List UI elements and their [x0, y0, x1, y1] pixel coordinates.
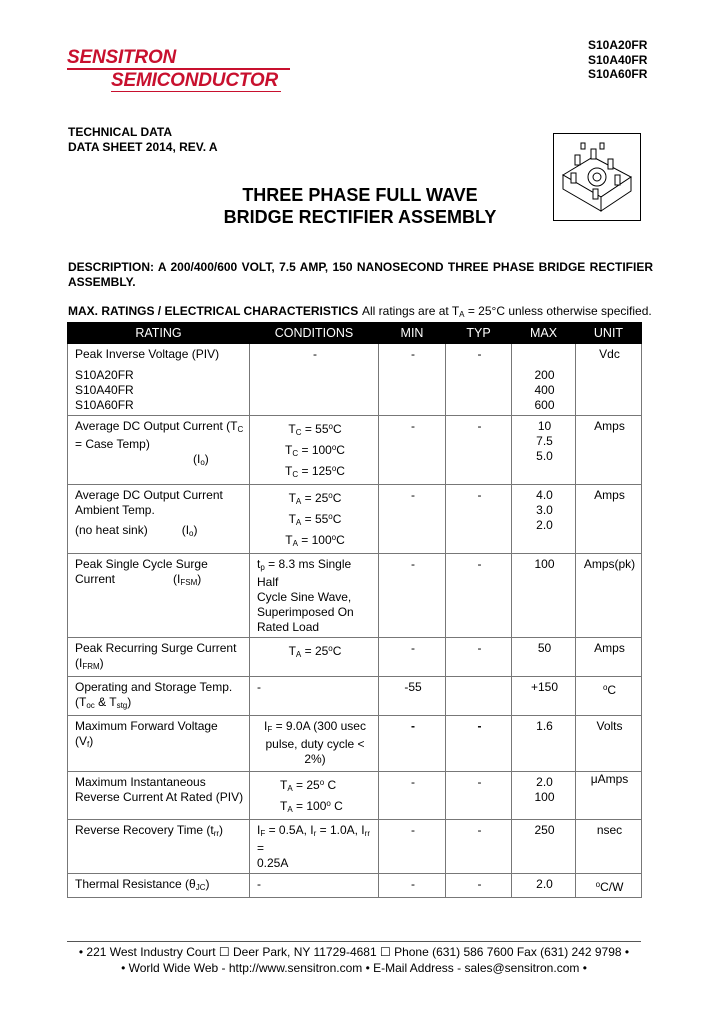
- conditions-cell: $I_F = 0.5A$, $I_r = 1.0A$, $I_{rr}$ = 0.25A: [250, 820, 379, 874]
- rating-sub: C: [237, 425, 244, 434]
- ratings-note: [362, 304, 652, 319]
- rating-symbol-sub: o: [200, 458, 205, 467]
- col-header-rating: RATING: [68, 323, 250, 344]
- rating-cell: Reverse Recovery Time $(t_{rr})$: [68, 820, 250, 874]
- rating-symbol: (I: [173, 572, 181, 586]
- condition-text: Rated Load: [257, 620, 320, 634]
- max-value: 100: [534, 790, 555, 804]
- max-cell: [512, 485, 576, 554]
- table-row: [68, 416, 642, 485]
- rating-cell: Peak Recurring Surge Current $(I_{FRM})$: [68, 638, 250, 677]
- table-row: [68, 638, 642, 677]
- min-cell: -: [379, 485, 446, 554]
- max-cell: [512, 416, 576, 485]
- unit-cell: nsec: [576, 820, 642, 874]
- max-value: 4.0: [536, 488, 553, 502]
- company-name-line2: SEMICONDUCTOR: [111, 70, 278, 91]
- typ-cell: -: [446, 820, 512, 874]
- description: DESCRIPTION: A 200/400/600 VOLT, 7.5 AMP, 150 NANOSECOND THREE PHASE BRIDGE RECTIFIER ASSEMBLY.: [68, 260, 653, 289]
- col-header-max: MAX: [512, 323, 576, 344]
- part-number: S10A60FR: [588, 67, 648, 81]
- min-cell: -: [379, 716, 446, 772]
- typ-cell: -: [446, 344, 512, 416]
- min-cell: -: [379, 416, 446, 485]
- part-number: S10A20FR: [588, 38, 648, 52]
- table-row: [68, 716, 642, 772]
- rating-text: Peak Recurring Surge Current: [75, 641, 237, 655]
- min-cell: -: [379, 554, 446, 638]
- table-row: [68, 344, 642, 416]
- min-cell: -: [379, 638, 446, 677]
- ratings-note-text: All ratings are at T: [362, 304, 460, 318]
- max-cell: 2.0: [512, 874, 576, 898]
- rating-text: Maximum Forward Voltage: [75, 719, 218, 733]
- logo-underline-2: [111, 91, 281, 92]
- unit-cell: μAmps: [576, 772, 642, 820]
- rating-text: Average DC Output Current: [75, 488, 223, 502]
- rating-cell: Thermal Resistance $(\theta_{JC})$: [68, 874, 250, 898]
- conditions-cell: $T_C = 55^oC$ $T_C = 100^oC$ $T_C = 125^oC$: [250, 416, 379, 485]
- typ-cell: -: [446, 772, 512, 820]
- max-value: 2.0: [536, 518, 553, 532]
- max-cell: 250: [512, 820, 576, 874]
- max-cell: 50: [512, 638, 576, 677]
- rating-part: S10A20FR: [75, 368, 134, 382]
- footer-divider: [67, 941, 641, 942]
- unit-cell: Amps: [576, 485, 642, 554]
- unit-cell: Amps: [576, 638, 642, 677]
- unit-cell: Volts: [576, 716, 642, 772]
- rating-text: (no heat sink): [75, 523, 148, 537]
- conditions-cell: $T_A = 25^o$ C $T_A = 100^o$ C: [250, 772, 379, 820]
- max-cell: [512, 344, 576, 416]
- table-row: [68, 677, 642, 716]
- min-cell: -: [379, 874, 446, 898]
- rating-symbol: (I: [75, 656, 83, 670]
- rating-text: Peak Single Cycle Surge: [75, 557, 208, 571]
- technical-data-block: [68, 125, 218, 155]
- unit-cell: Vdc: [576, 344, 642, 416]
- ratings-note-text-2: = 25°C unless otherwise specified.: [464, 304, 652, 318]
- ratings-table: [67, 322, 642, 898]
- rating-cell: Average DC Output Current ($T_C$ = Case Temp) $(I_o)$: [68, 416, 250, 485]
- max-value: 400: [534, 383, 555, 397]
- ratings-heading: MAX. RATINGS / ELECTRICAL CHARACTERISTICS: [68, 304, 359, 318]
- rating-part: S10A60FR: [75, 398, 134, 412]
- table-row: [68, 772, 642, 820]
- max-cell: +150: [512, 677, 576, 716]
- tech-data-label: TECHNICAL DATA: [68, 125, 172, 139]
- rating-text: Ambient Temp.: [75, 503, 155, 517]
- max-value: 10: [537, 419, 552, 433]
- col-header-min: MIN: [379, 323, 446, 344]
- rating-symbol-sub: FRM: [82, 662, 100, 671]
- condition-text: Superimposed On: [257, 605, 354, 619]
- unit-cell: $^o$C: [576, 677, 642, 716]
- typ-cell: -: [446, 638, 512, 677]
- col-header-conditions: CONDITIONS: [250, 323, 379, 344]
- condition-text: 0.25A: [257, 856, 289, 870]
- table-row: [68, 874, 642, 898]
- rating-text: Peak Inverse Voltage (PIV): [75, 347, 220, 361]
- conditions-cell: $T_A = 25^oC$: [250, 638, 379, 677]
- rating-cell: [68, 772, 250, 820]
- max-value: 5.0: [536, 449, 553, 463]
- document-title: [150, 184, 570, 228]
- typ-cell: -: [446, 874, 512, 898]
- conditions-cell: -: [250, 874, 379, 898]
- max-value: 200: [534, 368, 555, 382]
- rating-text: Current: [75, 572, 116, 586]
- min-cell: -55: [379, 677, 446, 716]
- unit-cell: Amps: [576, 416, 642, 485]
- rating-text: Operating and Storage Temp.: [75, 680, 233, 694]
- conditions-cell: -: [250, 344, 379, 416]
- part-numbers: [588, 38, 647, 82]
- rating-text: = Case Temp): [75, 437, 150, 451]
- max-value: 3.0: [536, 503, 553, 517]
- rating-symbol-sub: FSM: [180, 578, 198, 587]
- rating-part: S10A40FR: [75, 383, 134, 397]
- table-header-row: [68, 323, 642, 344]
- condition-text: 2%): [304, 752, 326, 766]
- condition-text: pulse, duty cycle <: [265, 737, 365, 751]
- company-name-line1: SENSITRON: [67, 47, 177, 68]
- typ-cell: -: [446, 554, 512, 638]
- title-line2: BRIDGE RECTIFIER ASSEMBLY: [223, 207, 497, 227]
- typ-cell: [446, 677, 512, 716]
- unit-cell: $^o$C/W: [576, 874, 642, 898]
- rating-symbol: (I: [193, 452, 201, 466]
- max-value: 2.0: [536, 775, 553, 789]
- rating-cell: [68, 344, 250, 416]
- min-cell: -: [379, 772, 446, 820]
- data-sheet-rev: DATA SHEET 2014, REV. A: [68, 140, 218, 154]
- conditions-cell: $T_A = 25^oC$ $T_A = 55^oC$ $T_A = 100^oC$: [250, 485, 379, 554]
- max-cell: 100: [512, 554, 576, 638]
- rating-cell: Peak Single Cycle Surge Current $(I_{FSM})$: [68, 554, 250, 638]
- rating-text: Maximum Instantaneous: [75, 775, 206, 789]
- condition-text: Cycle Sine Wave,: [257, 590, 352, 604]
- max-value: 7.5: [536, 434, 553, 448]
- typ-cell: -: [446, 485, 512, 554]
- part-number: S10A40FR: [588, 52, 648, 67]
- conditions-cell: $I_F = 9.0A$ (300 usec pulse, duty cycle < 2%): [250, 716, 379, 772]
- table-row: [68, 554, 642, 638]
- table-row: [68, 485, 642, 554]
- rating-text: Average DC Output Current (T: [75, 419, 238, 433]
- max-cell: 1.6: [512, 716, 576, 772]
- rating-text: Reverse Current At Rated (PIV): [75, 790, 244, 804]
- rating-symbol: (I: [181, 523, 190, 537]
- max-cell: [512, 772, 576, 820]
- footer-address: • 221 West Industry Court ☐ Deer Park, NY 11729-4681 ☐ Phone (631) 586 7600 Fax (631) 242 9798 •: [78, 945, 630, 959]
- rating-cell: Maximum Forward Voltage $(V_f)$: [68, 716, 250, 772]
- col-header-typ: TYP: [446, 323, 512, 344]
- col-header-unit: UNIT: [576, 323, 642, 344]
- typ-cell: -: [446, 416, 512, 485]
- min-cell: -: [379, 344, 446, 416]
- footer-web-email: • World Wide Web - http://www.sensitron.com • E-Mail Address - sales@sensitron.com •: [121, 961, 587, 975]
- typ-cell: -: [446, 716, 512, 772]
- conditions-cell: $t_p = 8.3$ ms Single Half Cycle Sine Wave, Superimposed On Rated Load: [250, 554, 379, 638]
- rating-cell: Operating and Storage Temp. ($T_{oc}$ & $T_{stg}$): [68, 677, 250, 716]
- conditions-cell: -: [250, 677, 379, 716]
- min-cell: -: [379, 820, 446, 874]
- ratings-note-sub: A: [459, 310, 465, 319]
- rating-cell: Average DC Output Current Ambient Temp. (no heat sink) $(I_o)$: [68, 485, 250, 554]
- unit-cell: Amps(pk): [576, 554, 642, 638]
- title-line1: THREE PHASE FULL WAVE: [242, 185, 478, 205]
- table-row: [68, 820, 642, 874]
- max-value: 600: [534, 398, 555, 412]
- rating-symbol-sub: o: [189, 529, 194, 538]
